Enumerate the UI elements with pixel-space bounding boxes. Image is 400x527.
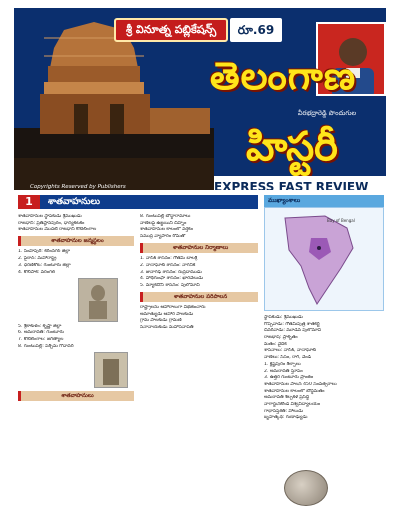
section-heading: శాతవాహనుల జన్మస్థలం (18, 236, 134, 246)
highlights-list (264, 315, 384, 421)
text-line: శాతవాహనుల మొదటి రాజధాని కోటిలింగాల (18, 227, 97, 233)
section-heading: శాతవాహనుల నిర్మాణాలు (140, 243, 258, 253)
india-map (264, 207, 384, 311)
list-item: స్థాపకుడు: శ్రీముఖుడు (264, 315, 303, 320)
list-item: 5. మ్యాకదోని శాసనం: పులోమావి (140, 282, 200, 288)
title-line-1: తెలంగాణ (210, 54, 357, 98)
list-item: 2. అమరావతి స్తూపం (264, 368, 303, 374)
list-item: 8. గుంటుపల్లి: పశ్చిమ గోదావరి (18, 343, 74, 349)
list-item: 1. సింహపురి: కరీంనగర్ జిల్లా (18, 249, 71, 255)
list-item: 7. కోటిలింగాల: జగిత్యాల (18, 337, 64, 342)
title-line-2: హిస్టరీ (246, 124, 338, 170)
list-item: 1. క్లిష్టపురం శిల్పాలు (264, 361, 301, 367)
list-item: రాజభాష: ప్రాకృతం (264, 335, 298, 341)
column-3 (264, 195, 384, 422)
text-line: రాష్ట్రాలను ఆహారాలుగా విభజించారు (140, 305, 206, 310)
sculpture-image (78, 278, 118, 322)
list-item: 4. హాథీగుంఫా శాసనం: ఖారవేలుడు (140, 276, 204, 282)
text-line: రాజధాని: ప్రతిష్ఠానపురం, ధాన్యకటకం (18, 220, 85, 226)
price-tag: రూ.69 (230, 18, 282, 42)
map-heading: ముఖ్యాంశాలు (264, 195, 384, 207)
list-item: 3. ధరణికోట: గుంటూరు జిల్లా (18, 262, 71, 268)
list-item: గాథాసప్తశతి: హాలుడు (264, 408, 304, 414)
list-item: బృహత్కథ: గుణాఢ్యుడు (264, 415, 308, 421)
list-item: 3. జునాగఢ్ శాసనం: రుద్రదాముడు (140, 269, 202, 275)
list-item: 1. నాసిక్ శాసనం: గౌతమీ బాలశ్రీ (140, 256, 198, 262)
list-item: శాతవాహనుల పాలన 450 సంవత్సరాలు (264, 381, 337, 387)
column-1 (18, 214, 134, 404)
list-item: నాగార్జునకొండ విశ్వవిద్యాలయం (264, 401, 321, 407)
list-item: 4. కొలిపాక: వరంగల్ (18, 269, 56, 275)
list-item: మతం: వైదిక (264, 341, 287, 347)
author-name: వీరభద్రారెడ్డి పొందుగుల (297, 109, 357, 117)
text-line: నాణేలపై ఉజ్జయిని చిహ్నం (140, 220, 187, 226)
monument-image (94, 352, 128, 388)
section-heading: శాతవాహనుల పరిపాలన (140, 292, 258, 302)
list-item: గొప్పవాడు: గౌతమీపుత్ర శాతకర్ణి (264, 321, 320, 327)
express-review-band: EXPRESS FAST REVIEW (214, 176, 386, 190)
content-page (14, 190, 386, 520)
list-item: చివరివాడు: మూడవ పులోమావి (264, 328, 322, 334)
list-item: అమరావతి శిల్పకళ ప్రసిద్ధి (264, 395, 310, 401)
text-line: శాతవాహనుల స్థాపకుడు శ్రీముఖుడు (18, 214, 82, 219)
section-heading: శాతవాహనులు (18, 391, 134, 401)
list-item: 2. పైఠాన్: మహారాష్ట్ర (18, 256, 57, 262)
text-line: 8. గుంటుపల్లి బౌద్ధారామాలు (140, 214, 191, 219)
text-line: సేనానాయకుడు మహాసేనాపతి (140, 325, 194, 331)
chapter-title: శాతవాహనులు (48, 197, 101, 207)
text-line: గ్రామ పాలకుడు గ్రామణి (140, 318, 182, 324)
list-item: శాసనాలు: నాసిక్, నానాఘాట్ (264, 348, 317, 354)
text-line: శాతవాహనుల కాలంలో వర్తకం (140, 227, 193, 233)
column-2 (140, 214, 258, 332)
list-item: 2. నానాఘాట్ శాసనం: నాగనిక (140, 262, 196, 268)
map-caption: Bay of Bengal (327, 218, 355, 223)
chapter-number: 1 (18, 195, 40, 209)
publisher-badge: శ్రీ వినూత్న పబ్లికేషన్స్ (114, 18, 228, 42)
list-item: 3. ఉత్తర గుంటూరు ప్రాంతం (264, 375, 314, 381)
cover-banner (14, 8, 386, 190)
copyright-note: Copyrights Reserved by Publishers (30, 184, 126, 190)
chapter-header (18, 195, 258, 209)
list-item: 6. అమరావతి: గుంటూరు (18, 330, 64, 336)
text-line: అమాత్యుడు ఆహార పాలకుడు (140, 311, 194, 317)
text-line: సముద్ర వ్యాపారం రోమ్‌తో (140, 234, 186, 240)
list-item: శాతవాహనుల కాలంలో బౌద్ధమతం (264, 388, 325, 394)
list-item: 5. శ్రీకాకుళం: కృష్ణా జిల్లా (18, 323, 62, 329)
coin-image (284, 470, 328, 506)
list-item: నాణేలు: సీసం, రాగి, వెండి (264, 355, 312, 361)
